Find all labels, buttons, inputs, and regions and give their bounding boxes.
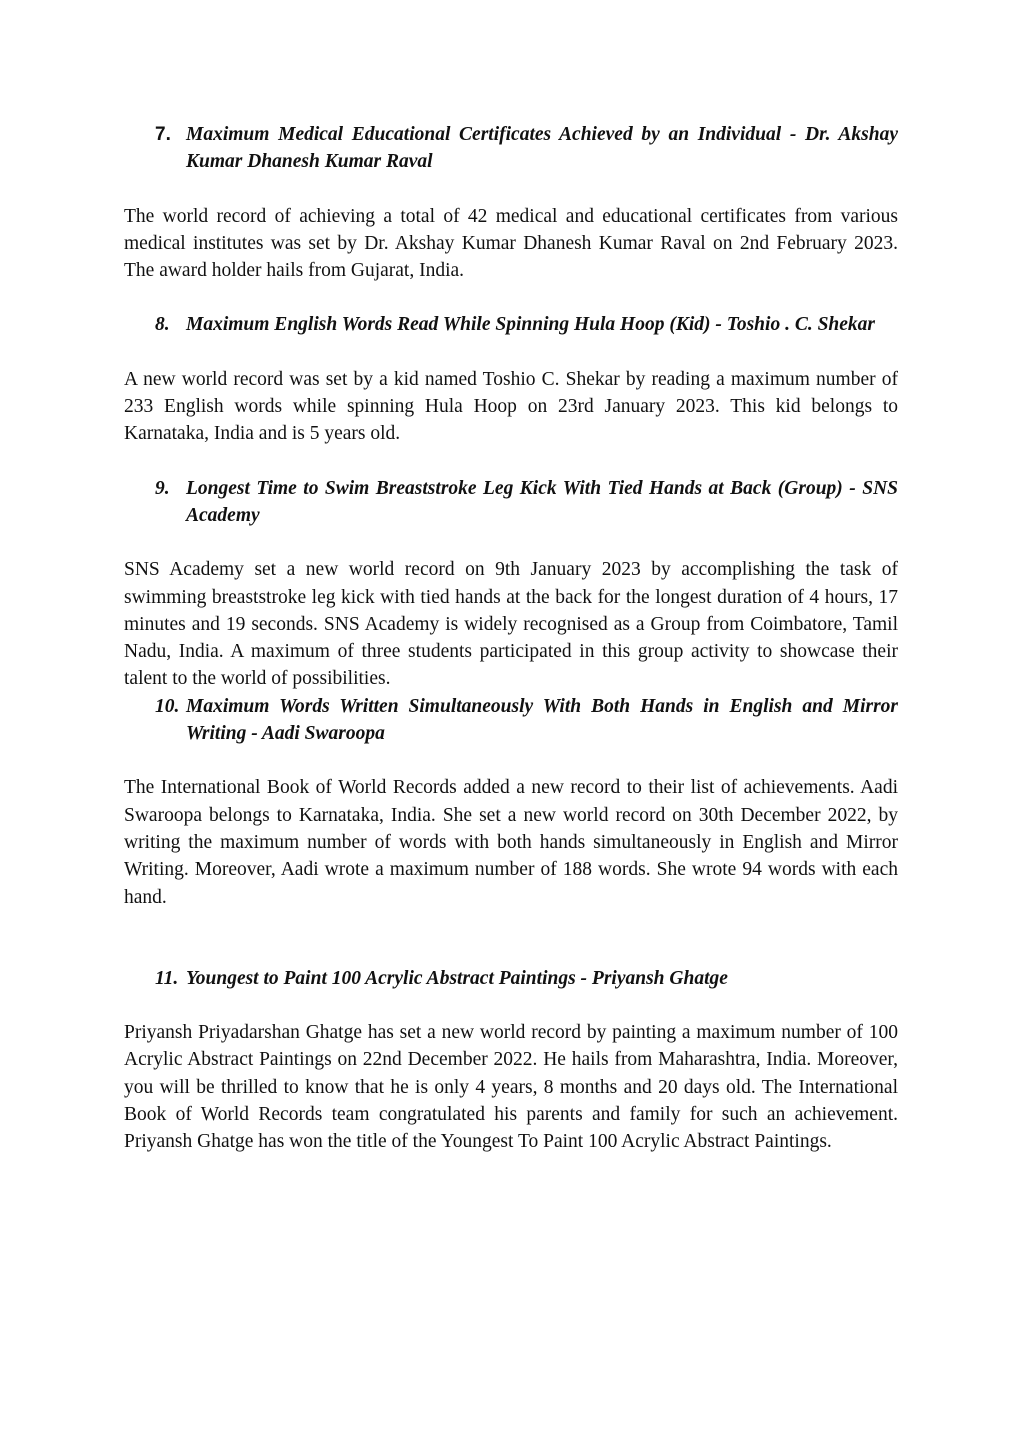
record-heading-10 [124, 693, 898, 748]
record-number: 10. [155, 695, 180, 717]
record-title: Maximum Words Written Simultaneously With Both Hands in English and Mirror Writing - Aadi Swaroopa [186, 695, 898, 745]
record-title: Youngest to Paint 100 Acrylic Abstract Paintings - Priyansh Ghatge [186, 967, 728, 989]
record-description: The world record of achieving a total of 42 medical and educational certificates from various medical institutes was set by Dr. Akshay Kumar Dhanesh Kumar Raval on 2nd February 2023. The award holder hails from Gujarat, India. [124, 205, 898, 282]
record-title: Maximum Medical Educational Certificates Achieved by an Individual - Dr. Akshay Kumar Dhanesh Kumar Raval [186, 124, 898, 173]
document-content [124, 121, 898, 1156]
record-description: A new world record was set by a kid named Toshio C. Shekar by reading a maximum number of 233 English words while spinning Hula Hoop on 23rd January 2023. This kid belongs to Karnataka, India and is 5 years old. [124, 368, 898, 445]
record-number: 8. [155, 314, 170, 336]
record-title: Longest Time to Swim Breaststroke Leg Kick With Tied Hands at Back (Group) - SNS Academy [186, 477, 898, 526]
record-heading-8 [124, 311, 898, 338]
record-heading-9 [124, 475, 898, 530]
record-description: The International Book of World Records added a new record to their list of achievements. Aadi Swaroopa belongs to Karnataka, India. She set a new world record on 30th December 2022, by writing the maximum number of words with both hands simultaneously in English and Mirror Writing. Moreover, Aadi wrote a maximum number of 188 words. She wrote 94 words with each hand. [124, 777, 898, 908]
record-description: SNS Academy set a new world record on 9th January 2023 by accomplishing the task of swimming breaststroke leg kick with tied hands at the back for the longest duration of 4 hours, 17 minutes and 19 seconds. SNS Academy is widely recognised as a Group from Coimbatore, Tamil Nadu, India. A maximum of three students participated in this group activity to showcase their talent to the world of possibilities. [124, 559, 898, 690]
record-number: 7. [155, 124, 171, 145]
record-heading-11 [124, 965, 898, 992]
record-heading-7 [124, 121, 898, 176]
record-description: Priyansh Priyadarshan Ghatge has set a new world record by painting a maximum number of 100 Acrylic Abstract Paintings on 22nd December 2022. He hails from Maharashtra, India. Moreover, you will be thrilled to know that he is only 4 years, 8 months and 20 days old. The International Book of World Records team congratulated his parents and family for such an achievement. Priyansh Ghatge has won the title of the Youngest To Paint 100 Acrylic Abstract Paintings. [124, 1022, 898, 1153]
record-title: Maximum English Words Read While Spinning Hula Hoop (Kid) - Toshio . C. Shekar [186, 314, 876, 336]
record-number: 11. [155, 967, 179, 989]
record-number: 9. [155, 477, 170, 499]
